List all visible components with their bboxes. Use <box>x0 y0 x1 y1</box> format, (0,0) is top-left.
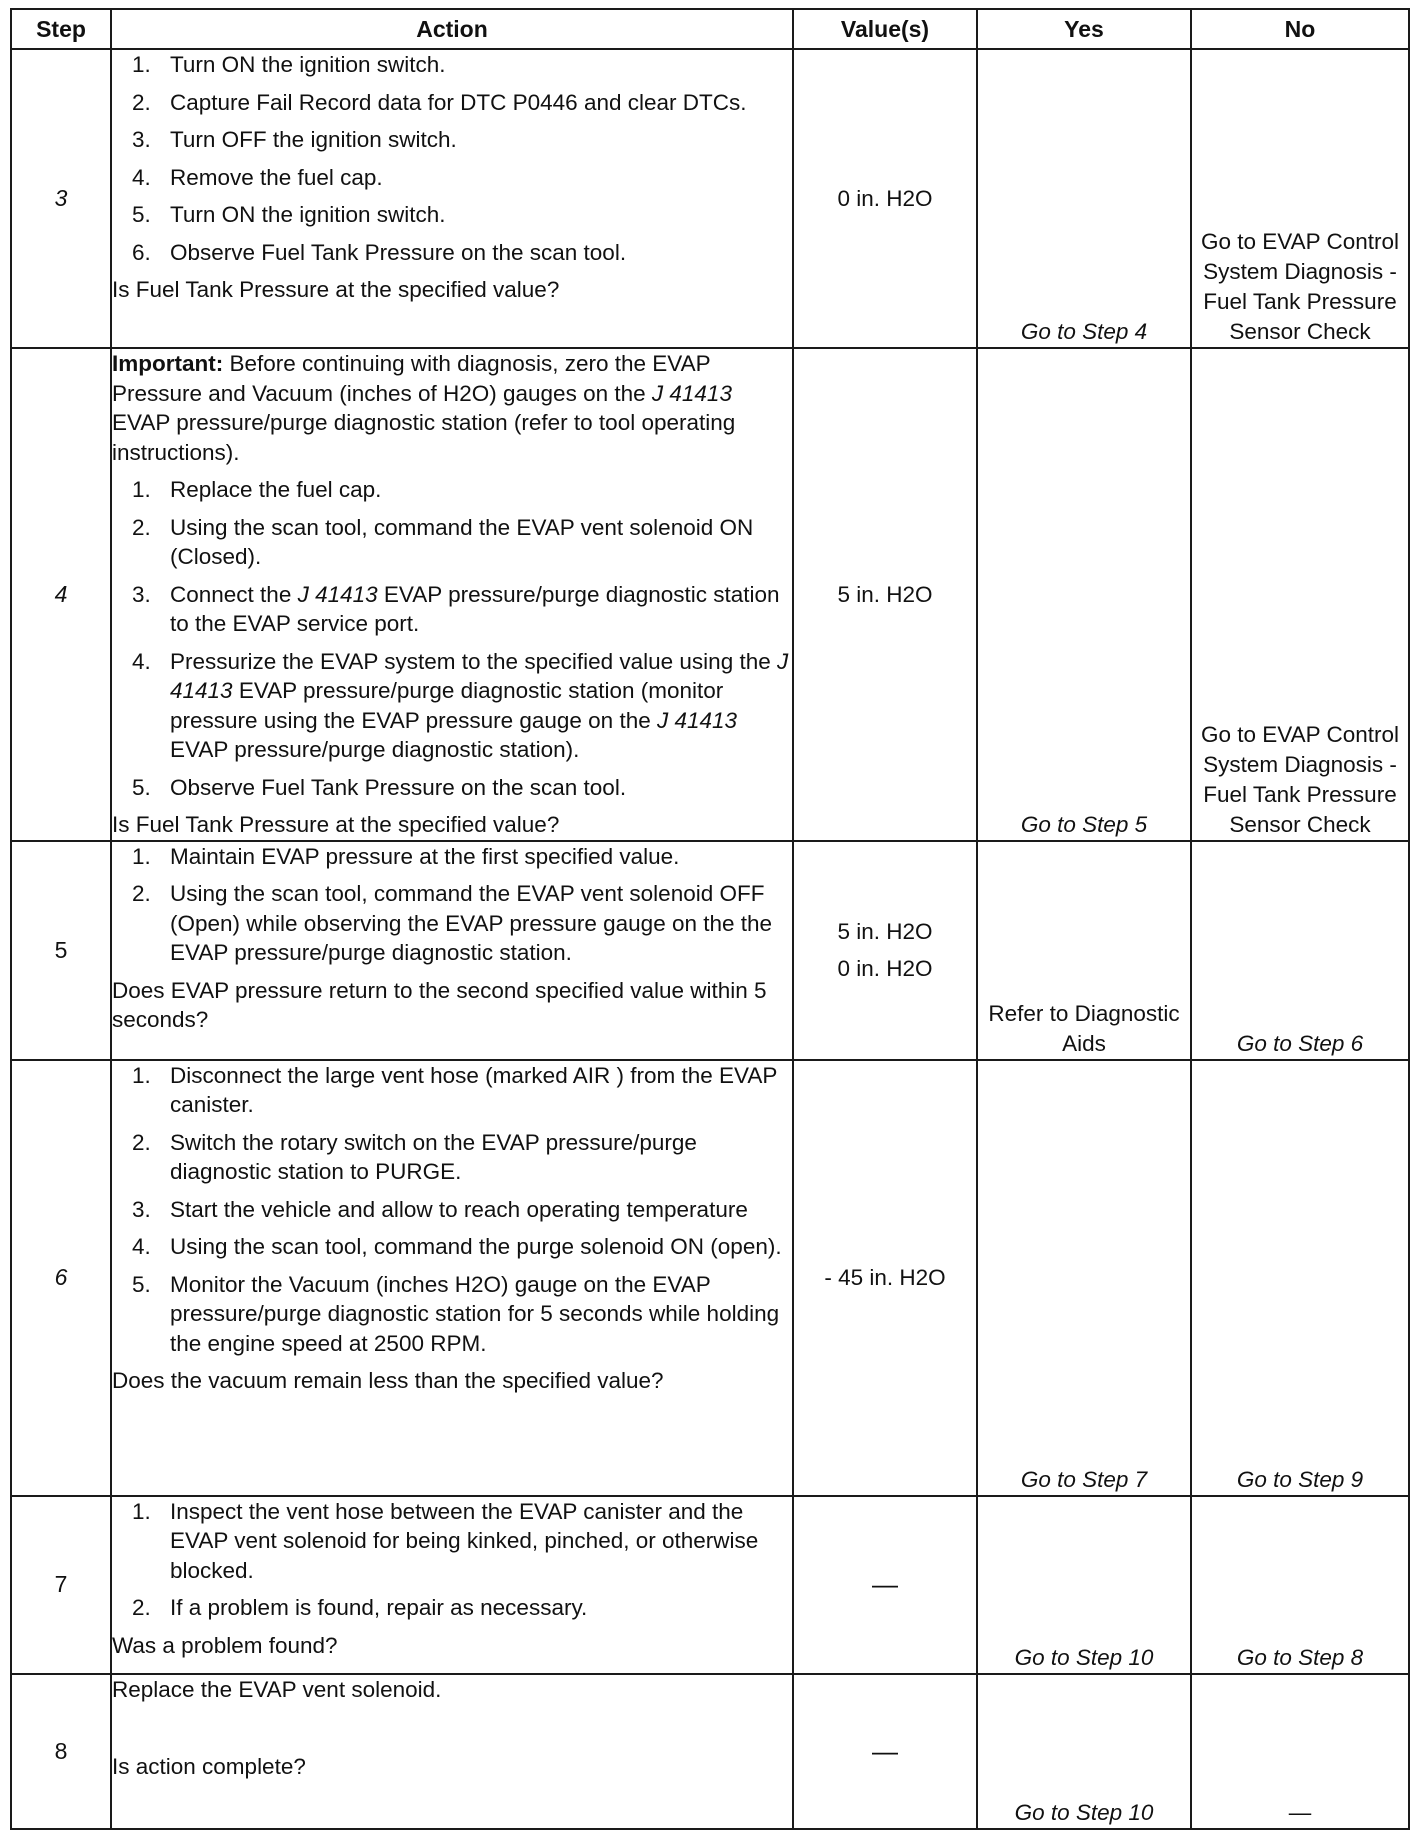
action-steps-list <box>112 475 792 802</box>
action-question: Is Fuel Tank Pressure at the specified value? <box>112 277 560 302</box>
action-step: 2. Switch the rotary switch on the EVAP pressure/purge diagnostic station to PURGE. <box>132 1129 697 1184</box>
not-applicable-dash: — <box>872 1735 898 1766</box>
action-step: 2. Using the scan tool, command the EVAP vent solenoid OFF (Open) while observing the EVAP pressure gauge on the the EVAP pressure/purge diagnostic station. <box>132 881 773 965</box>
table-row-step-4 <box>11 348 1409 841</box>
tool-number: J 41413 <box>656 707 738 733</box>
yes-result: Go to Step 5 <box>977 348 1191 841</box>
yes-result: Go to Step 10 <box>977 1674 1191 1830</box>
no-result: Go to EVAP Control System Diagnosis - Fuel Tank Pressure Sensor Check <box>1191 49 1409 348</box>
action-step: 3. Connect the J 41413 EVAP pressure/purge diagnostic station to the EVAP service port. <box>132 581 780 636</box>
header-no: No <box>1191 9 1409 49</box>
step-number: 8 <box>11 1674 111 1830</box>
action-cell <box>111 1060 793 1496</box>
action-cell <box>111 1674 793 1830</box>
action-cell <box>111 49 793 348</box>
no-result: — <box>1191 1674 1409 1830</box>
action-steps-list <box>112 842 792 968</box>
action-step: 3. Start the vehicle and allow to reach operating temperature <box>132 1196 748 1222</box>
values-cell <box>793 1060 977 1496</box>
action-step: 4. Using the scan tool, command the purge solenoid ON (open). <box>132 1234 782 1259</box>
header-step: Step <box>11 9 111 49</box>
header-values: Value(s) <box>793 9 977 49</box>
action-step: 1. Inspect the vent hose between the EVAP canister and the EVAP vent solenoid for being kinked, pinched, or otherwise blocked. <box>132 1498 759 1583</box>
action-step: 6. Observe Fuel Tank Pressure on the scan tool. <box>132 239 627 265</box>
table-row-step-7 <box>11 1496 1409 1674</box>
step-number: 5 <box>11 841 111 1060</box>
action-step: 2. If a problem is found, repair as necessary. <box>132 1595 588 1620</box>
values-cell <box>793 1674 977 1830</box>
important-note: Important: Before continuing with diagnosis, zero the EVAP Pressure and Vacuum (inches of H2O) gauges on the J 41413 EVAP pressure/purge diagnostic station (refer to tool operating instructions). <box>112 351 736 465</box>
table-row-step-5 <box>11 841 1409 1060</box>
values-cell <box>793 1496 977 1674</box>
step-number: 6 <box>11 1060 111 1496</box>
no-result: Go to Step 9 <box>1191 1060 1409 1496</box>
action-question: Does the vacuum remain less than the specified value? <box>112 1368 664 1393</box>
specified-value: 5 in. H2O <box>837 581 933 607</box>
action-step: 5. Turn ON the ignition switch. <box>132 202 446 227</box>
action-step: 2. Using the scan tool, command the EVAP vent solenoid ON (Closed). <box>132 514 754 569</box>
action-step: 1. Turn ON the ignition switch. <box>132 52 446 77</box>
header-yes: Yes <box>977 9 1191 49</box>
action-steps-list <box>112 1061 792 1359</box>
no-result: Go to Step 8 <box>1191 1496 1409 1674</box>
action-step: 2. Capture Fail Record data for DTC P0446 and clear DTCs. <box>132 89 747 115</box>
action-step: 4. Remove the fuel cap. <box>132 164 383 190</box>
table-row-step-3 <box>11 49 1409 348</box>
action-step: 5. Monitor the Vacuum (inches H2O) gauge on the EVAP pressure/purge diagnostic station for 5 seconds while holding the engine speed at 2500 RPM. <box>132 1271 780 1356</box>
tool-number: J 41413 <box>170 648 789 703</box>
table-row-step-8 <box>11 1674 1409 1830</box>
table-row-step-6 <box>11 1060 1409 1496</box>
specified-value: 0 in. H2O <box>837 956 933 981</box>
specified-value: 5 in. H2O <box>837 919 933 944</box>
action-question: Was a problem found? <box>112 1632 338 1658</box>
diagnostic-table-page <box>10 8 1408 1830</box>
tool-number: J 41413 <box>651 380 732 406</box>
step-number: 3 <box>11 49 111 348</box>
specified-value: 0 in. H2O <box>837 186 933 211</box>
not-applicable-dash: — <box>872 1569 898 1599</box>
step-number: 7 <box>11 1496 111 1674</box>
specified-value: - 45 in. H2O <box>824 1265 946 1290</box>
yes-result: Refer to Diagnostic Aids <box>977 841 1191 1060</box>
diagnostic-steps-table <box>10 8 1410 1830</box>
yes-result: Go to Step 4 <box>977 49 1191 348</box>
action-step: 4. Pressurize the EVAP system to the specified value using the J 41413 EVAP pressure/purge diagnostic station (monitor pressure using the EVAP pressure gauge on the J 41413 EVAP pressure/purge diagnostic station). <box>132 648 789 762</box>
no-result: Go to EVAP Control System Diagnosis - Fuel Tank Pressure Sensor Check <box>1191 348 1409 841</box>
table-header-row <box>11 9 1409 49</box>
values-cell <box>793 841 977 1060</box>
yes-result: Go to Step 7 <box>977 1060 1191 1496</box>
action-cell <box>111 348 793 841</box>
action-steps-list <box>112 50 792 267</box>
tool-number: J 41413 <box>297 581 378 607</box>
action-cell <box>111 841 793 1060</box>
action-question: Is action complete? <box>112 1754 306 1779</box>
no-result: Go to Step 6 <box>1191 841 1409 1060</box>
action-steps-list <box>112 1497 792 1623</box>
yes-result: Go to Step 10 <box>977 1496 1191 1674</box>
action-question: Does EVAP pressure return to the second specified value within 5 seconds? <box>112 977 767 1032</box>
action-step: 3. Turn OFF the ignition switch. <box>132 127 457 152</box>
step-number: 4 <box>11 348 111 841</box>
action-step: 1. Replace the fuel cap. <box>132 477 382 502</box>
action-step: 1. Maintain EVAP pressure at the first specified value. <box>132 843 680 869</box>
values-cell <box>793 348 977 841</box>
action-step: 1. Disconnect the large vent hose (marked AIR ) from the EVAP canister. <box>132 1062 777 1117</box>
values-cell <box>793 49 977 348</box>
action-instruction: Replace the EVAP vent solenoid. <box>112 1676 442 1702</box>
action-question: Is Fuel Tank Pressure at the specified value? <box>112 812 560 837</box>
action-step: 5. Observe Fuel Tank Pressure on the scan tool. <box>132 774 627 800</box>
action-cell <box>111 1496 793 1674</box>
header-action: Action <box>111 9 793 49</box>
